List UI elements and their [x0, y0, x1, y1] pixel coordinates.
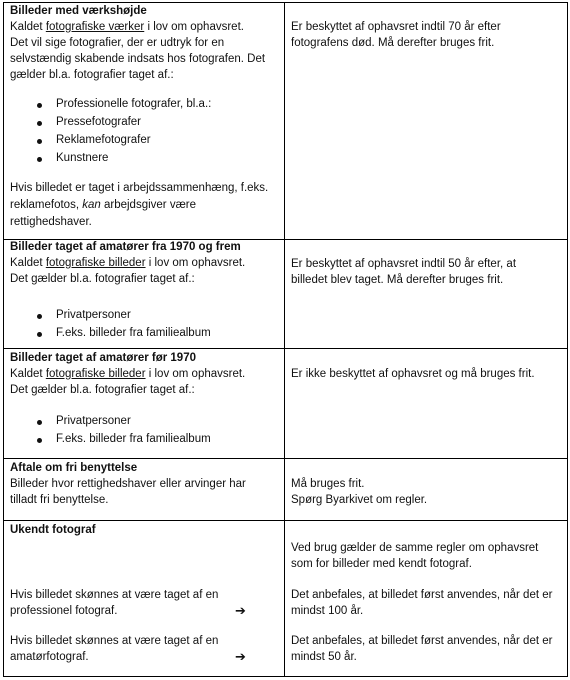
row-rule-cell: [285, 348, 567, 458]
case-text-line: professionel fotograf.: [10, 605, 118, 617]
copyright-table: [3, 2, 568, 677]
row-criteria-cell: [4, 3, 285, 239]
case-text-line: amatørfotograf.: [10, 651, 89, 663]
row-description: Kaldet fotografiske værker i lov om ophavsret.: [10, 21, 244, 33]
row-text-line: tilladt fri benyttelse.: [10, 494, 109, 506]
rule-text-line: Det anbefales, at billedet først anvendes, når det er: [291, 635, 553, 647]
arrow-right-icon: ➔: [235, 603, 246, 618]
row-title: Billeder med værkshøjde: [10, 5, 147, 17]
rule-text-line: som for billeder med kendt fotograf.: [291, 558, 472, 570]
list-item: Kunstnere: [56, 152, 109, 164]
row-criteria-cell: [4, 458, 285, 520]
list-item: Pressefotografer: [56, 116, 142, 128]
bullet-icon: [37, 139, 42, 144]
row-note-line: rettighedshaver.: [10, 216, 92, 228]
table-row: [4, 348, 567, 459]
row-text-line: Det gælder bl.a. fotografier taget af.:: [10, 273, 195, 285]
row-description: Kaldet fotografiske billeder i lov om ophavsret.: [10, 257, 246, 269]
row-description: Kaldet fotografiske billeder i lov om ophavsret.: [10, 368, 246, 380]
row-rule-cell: [285, 520, 567, 676]
row-rule-cell: [285, 239, 567, 348]
rule-text-line: fotografens død. Må derefter bruges frit.: [291, 37, 495, 49]
rule-text-line: Spørg Byarkivet om regler.: [291, 494, 428, 506]
row-note-line: reklamefotos, kan arbejdsgiver være: [10, 199, 197, 211]
bullet-icon: [37, 332, 42, 337]
list-item: Reklamefotografer: [56, 134, 151, 146]
list-item: Privatpersoner: [56, 309, 131, 321]
case-text-line: Hvis billedet skønnes at være taget af en: [10, 635, 219, 647]
row-rule-cell: [285, 458, 567, 520]
row-rule-cell: [285, 3, 567, 239]
rule-text-line: Må bruges frit.: [291, 478, 365, 490]
term-link: fotografiske billeder: [45, 368, 146, 380]
arrow-right-icon: ➔: [235, 649, 246, 664]
case-text-line: Hvis billedet skønnes at være taget af en: [10, 589, 219, 601]
rule-text-line: billedet blev taget. Må derefter bruges frit.: [291, 274, 504, 286]
bullet-icon: [37, 121, 42, 126]
row-title: Billeder taget af amatører før 1970: [10, 352, 196, 364]
row-criteria-cell: [4, 348, 285, 458]
row-criteria-cell: [4, 239, 285, 348]
list-item: F.eks. billeder fra familiealbum: [56, 433, 211, 445]
rule-text-line: Er beskyttet af ophavsret indtil 70 år efter: [291, 21, 501, 33]
rule-text-line: Ved brug gælder de samme regler om ophavsret: [291, 542, 539, 554]
row-criteria-cell: [4, 520, 285, 676]
row-text-line: gælder bl.a. fotografier taget af.:: [10, 69, 174, 81]
bullet-icon: [37, 420, 42, 425]
row-title: Billeder taget af amatører fra 1970 og frem: [10, 241, 241, 253]
table-row: [4, 520, 567, 676]
bullet-icon: [37, 438, 42, 443]
row-title: Ukendt fotograf: [10, 524, 96, 536]
rule-text-line: Er ikke beskyttet af ophavsret og må bruges frit.: [291, 368, 535, 380]
term-link: fotografiske værker: [45, 21, 145, 33]
rule-text-line: Det anbefales, at billedet først anvendes, når det er: [291, 589, 553, 601]
list-item: F.eks. billeder fra familiealbum: [56, 327, 211, 339]
rule-text-line: mindst 50 år.: [291, 651, 357, 663]
rule-text-line: mindst 100 år.: [291, 605, 364, 617]
row-title: Aftale om fri benyttelse: [10, 462, 138, 474]
table-row: [4, 458, 567, 521]
row-text-line: Det gælder bl.a. fotografier taget af.:: [10, 384, 195, 396]
table-row: [4, 3, 567, 240]
row-text-line: Billeder hvor rettighedshaver eller arvinger har: [10, 478, 246, 490]
bullet-icon: [37, 157, 42, 162]
rule-text-line: Er beskyttet af ophavsret indtil 50 år efter, at: [291, 258, 517, 270]
table-row: [4, 239, 567, 349]
row-text-line: Det vil sige fotografier, der er udtryk for en: [10, 37, 225, 49]
bullet-icon: [37, 103, 42, 108]
list-item: Privatpersoner: [56, 415, 131, 427]
row-text-line: selvstændig skabende indsats hos fotografen. Det: [10, 53, 266, 65]
list-item: Professionelle fotografer, bl.a.:: [56, 98, 212, 110]
bullet-icon: [37, 314, 42, 319]
row-note-line: Hvis billedet er taget i arbejdssammenhæng, f.eks.: [10, 182, 269, 194]
term-link: fotografiske billeder: [45, 257, 146, 269]
